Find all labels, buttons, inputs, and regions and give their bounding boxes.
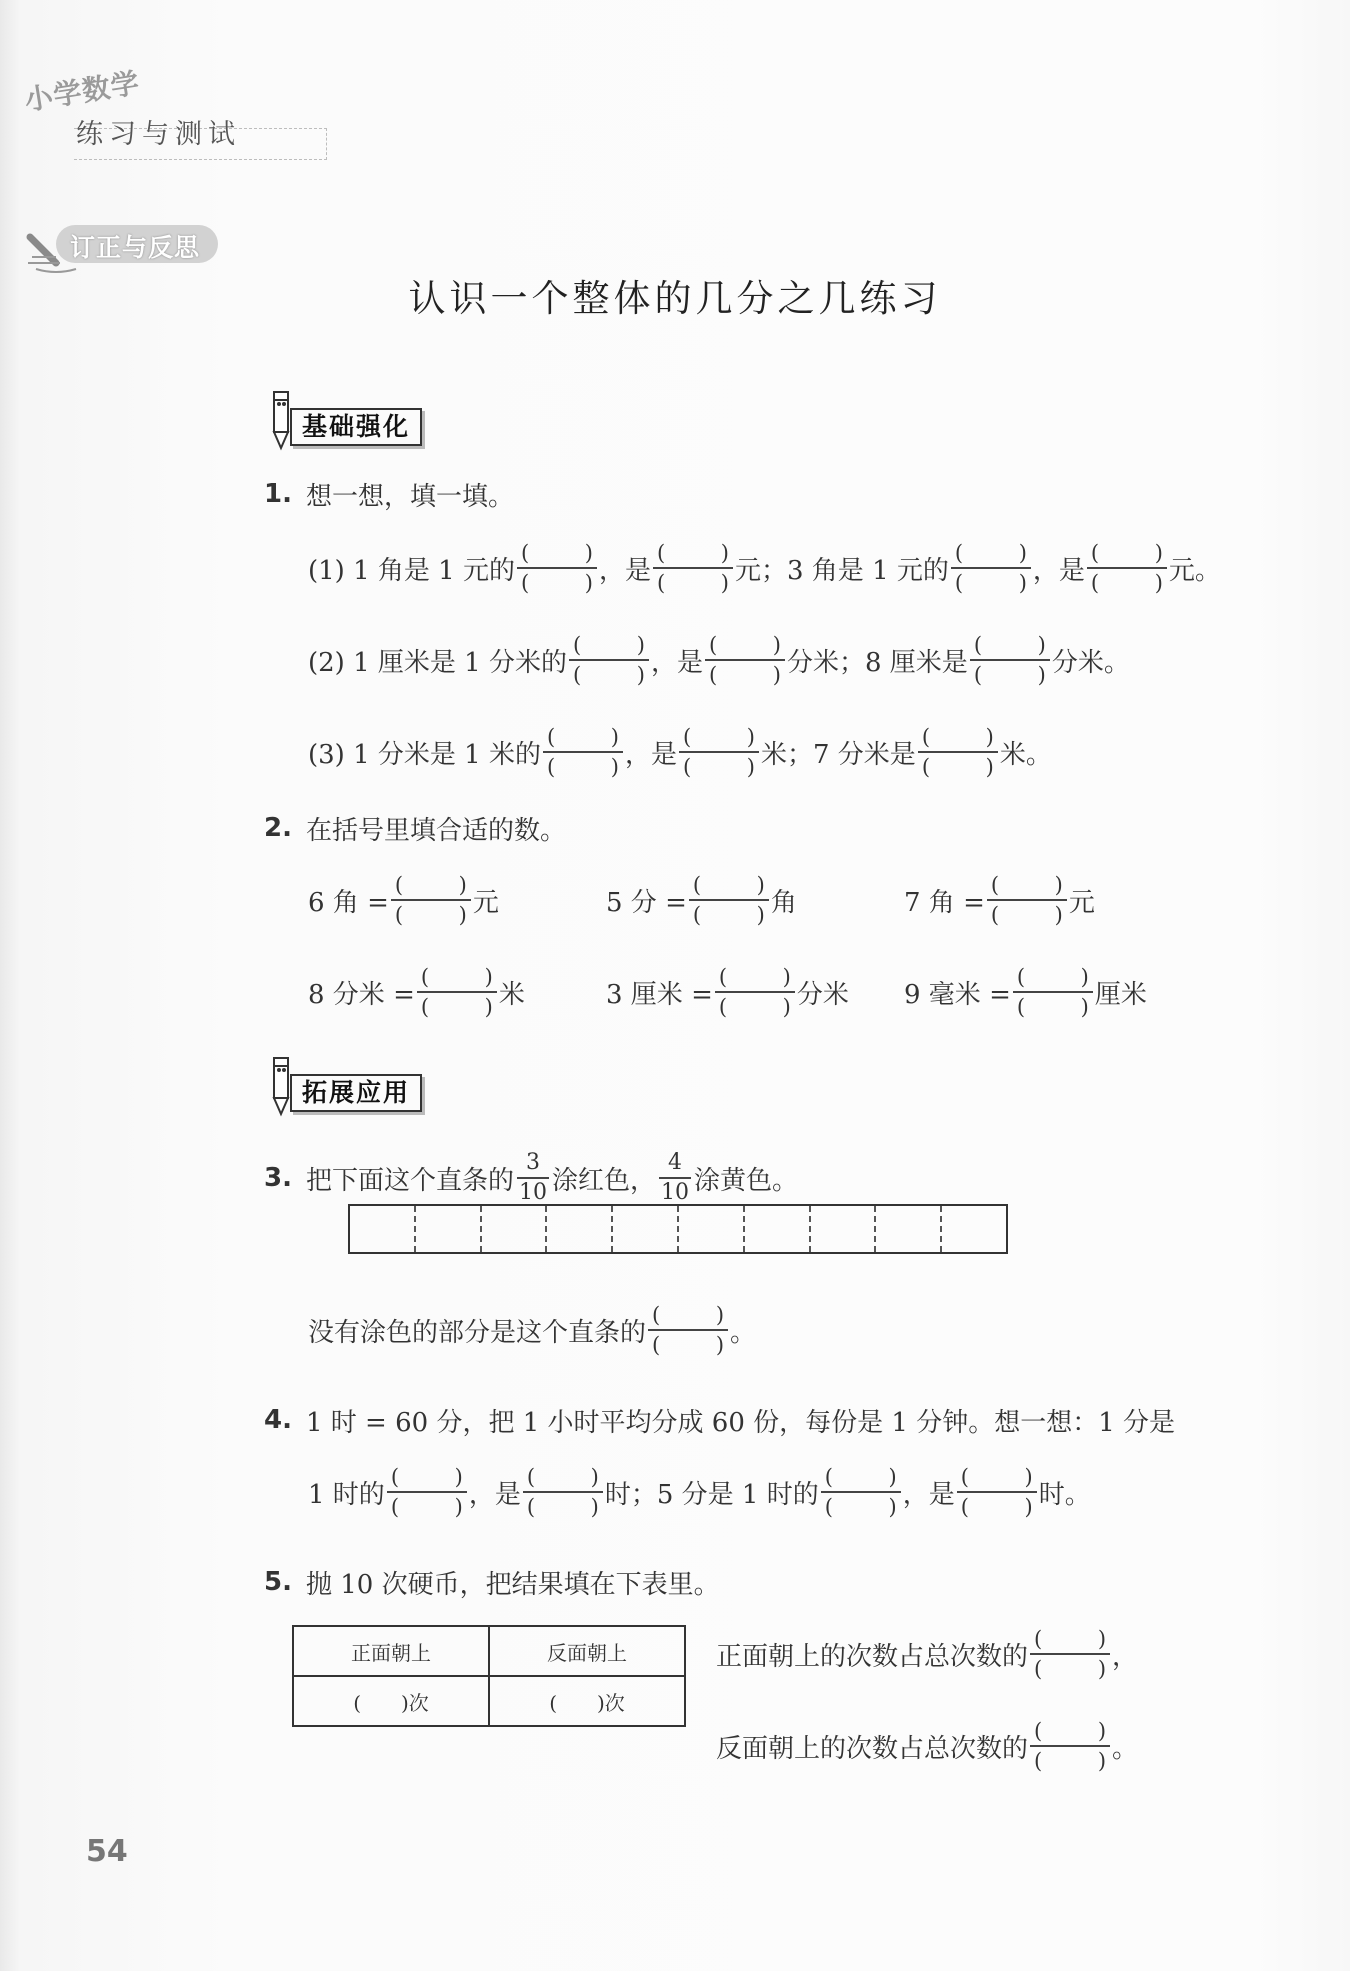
text-segment: ，是: [468, 1479, 521, 1510]
fraction-blank[interactable]: ( ) ( ): [1013, 962, 1093, 1022]
fraction-blank[interactable]: ( ) ( ): [387, 1462, 467, 1522]
fraction-blank[interactable]: ( ) ( ): [715, 962, 795, 1022]
table-header-cell: 反面朝上: [489, 1626, 685, 1676]
q4-line2: [308, 1462, 1091, 1522]
q2-item: [904, 870, 1095, 930]
text-segment: ，是: [902, 1479, 955, 1510]
q2-item: [606, 870, 797, 930]
fraction-blank[interactable]: ( ) ( ): [1087, 538, 1167, 598]
text-segment: ，是: [1032, 555, 1085, 586]
text-segment: 涂黄色。: [694, 1165, 799, 1196]
strip-cell[interactable]: [547, 1206, 613, 1252]
fraction-blank[interactable]: ( ) ( ): [951, 538, 1031, 598]
question-number: 4.: [264, 1405, 292, 1435]
strip-cell[interactable]: [416, 1206, 482, 1252]
strip-cell[interactable]: [811, 1206, 877, 1252]
text-segment: 元。: [1168, 555, 1221, 586]
section-extended-label: 拓展应用: [290, 1074, 422, 1112]
fraction-blank[interactable]: ( ) ( ): [1030, 1716, 1110, 1776]
strip-cell[interactable]: [876, 1206, 942, 1252]
table-row: [293, 1676, 685, 1726]
q5-statement-2: [716, 1716, 1138, 1776]
text-segment: (3) 1 分米是 1 米的: [308, 739, 541, 770]
text-segment: 反面朝上的次数占总次数的: [716, 1733, 1029, 1764]
text-segment: 没有涂色的部分是这个直条的: [308, 1317, 647, 1348]
header-book-title: 练习与测试: [76, 119, 241, 150]
fraction-blank[interactable]: ( ) ( ): [821, 1462, 901, 1522]
q4-line1: [264, 1390, 1175, 1450]
question-number: 3.: [264, 1163, 292, 1193]
text-segment: 9 毫米 =: [904, 979, 1011, 1010]
text-segment: (1) 1 角是 1 元的: [308, 555, 515, 586]
table-input-cell[interactable]: ( )次: [489, 1676, 685, 1726]
q2-item: [308, 962, 525, 1022]
table-row: [293, 1626, 685, 1676]
table-header-cell: 正面朝上: [293, 1626, 489, 1676]
question-number: 2.: [264, 813, 292, 843]
question-text: 想一想，填一填。: [305, 481, 514, 512]
question-number: 5.: [264, 1567, 292, 1597]
text-segment: 。: [730, 1317, 757, 1348]
q1-prompt: [264, 464, 514, 524]
fraction-blank[interactable]: ( ) ( ): [1030, 1624, 1110, 1684]
question-text: 1 时 = 60 分，把 1 小时平均分成 60 份，每份是 1 分钟。想一想：1 分是: [305, 1407, 1176, 1438]
fraction-blank[interactable]: ( ) ( ): [987, 870, 1067, 930]
text-segment: 。: [1112, 1733, 1139, 1764]
text-segment: ，: [1112, 1641, 1139, 1672]
fraction-blank[interactable]: ( ) ( ): [569, 630, 649, 690]
text-segment: ，是: [598, 555, 651, 586]
text-segment: ，是: [650, 647, 703, 678]
header-subject: 小学数学: [22, 66, 143, 117]
coin-result-table: [292, 1625, 686, 1727]
strip-cell[interactable]: [679, 1206, 745, 1252]
strip-cell[interactable]: [745, 1206, 811, 1252]
q2-item: [904, 962, 1147, 1022]
text-segment: 5 分 =: [606, 887, 687, 918]
fraction-blank[interactable]: ( ) ( ): [653, 538, 733, 598]
q3-answer: [308, 1300, 756, 1360]
strip-cell[interactable]: [942, 1206, 1006, 1252]
page-number: 54: [86, 1834, 128, 1869]
correction-tag-label: 订正与反思: [70, 233, 201, 262]
strip-cell[interactable]: [482, 1206, 548, 1252]
section-basic-label: 基础强化: [290, 408, 422, 446]
text-segment: 分米；8 厘米是: [787, 647, 968, 678]
question-text: 抛 10 次硬币，把结果填在下表里。: [305, 1569, 720, 1600]
unit-label: 角: [770, 887, 797, 918]
text-segment: ，是: [624, 739, 677, 770]
text-segment: 涂红色，: [551, 1165, 656, 1196]
text-segment: 7 角 =: [904, 887, 985, 918]
text-segment: 把下面这个直条的: [305, 1165, 514, 1196]
fraction-blank[interactable]: ( ) ( ): [648, 1300, 728, 1360]
text-segment: 8 分米 =: [308, 979, 415, 1010]
q1-line2: [308, 630, 1130, 690]
question-text: 在括号里填合适的数。: [305, 815, 566, 846]
fraction-blank[interactable]: ( ) ( ): [391, 870, 471, 930]
fraction-blank[interactable]: ( ) ( ): [679, 722, 759, 782]
text-segment: 分米。: [1051, 647, 1130, 678]
question-number: 1.: [264, 479, 292, 509]
q2-prompt: [264, 798, 566, 858]
table-input-cell[interactable]: ( )次: [293, 1676, 489, 1726]
color-strip[interactable]: [348, 1204, 1008, 1254]
unit-label: 米: [498, 979, 525, 1010]
fraction-blank[interactable]: ( ) ( ): [543, 722, 623, 782]
fraction-blank[interactable]: ( ) ( ): [689, 870, 769, 930]
unit-label: 元: [1068, 887, 1095, 918]
fraction-blank[interactable]: ( ) ( ): [517, 538, 597, 598]
q5-statement-1: [716, 1624, 1138, 1684]
text-segment: 1 时的: [308, 1479, 385, 1510]
fraction-blank[interactable]: ( ) ( ): [417, 962, 497, 1022]
fraction-4-10: $\frac{4}{10}$: [661, 1150, 689, 1205]
unit-label: 元: [472, 887, 499, 918]
unit-label: 厘米: [1094, 979, 1147, 1010]
unit-label: 分米: [796, 979, 849, 1010]
text-segment: 时。: [1038, 1479, 1091, 1510]
text-segment: 时；5 分是 1 时的: [604, 1479, 819, 1510]
text-segment: 正面朝上的次数占总次数的: [716, 1641, 1029, 1672]
fraction-blank[interactable]: ( ) ( ): [957, 1462, 1037, 1522]
fraction-3-10: $\frac{3}{10}$: [518, 1150, 547, 1205]
q1-line1: [308, 538, 1221, 598]
q2-item: [308, 870, 499, 930]
q5-prompt: [264, 1552, 720, 1612]
fraction-blank[interactable]: ( ) ( ): [970, 630, 1050, 690]
strip-cell[interactable]: [350, 1206, 416, 1252]
fraction-blank[interactable]: ( ) ( ): [523, 1462, 603, 1522]
q2-item: [606, 962, 849, 1022]
text-segment: 元；3 角是 1 元的: [735, 555, 949, 586]
fraction-blank[interactable]: ( ) ( ): [918, 722, 998, 782]
strip-cell[interactable]: [613, 1206, 679, 1252]
page-title: 认识一个整体的几分之几练习: [408, 277, 942, 320]
text-segment: 米；7 分米是: [761, 739, 916, 770]
q3-prompt: [264, 1148, 798, 1208]
fraction-blank[interactable]: ( ) ( ): [705, 630, 785, 690]
text-segment: (2) 1 厘米是 1 分米的: [308, 647, 567, 678]
text-segment: 6 角 =: [308, 887, 389, 918]
text-segment: 3 厘米 =: [606, 979, 713, 1010]
q1-line3: [308, 722, 1052, 782]
text-segment: 米。: [999, 739, 1052, 770]
